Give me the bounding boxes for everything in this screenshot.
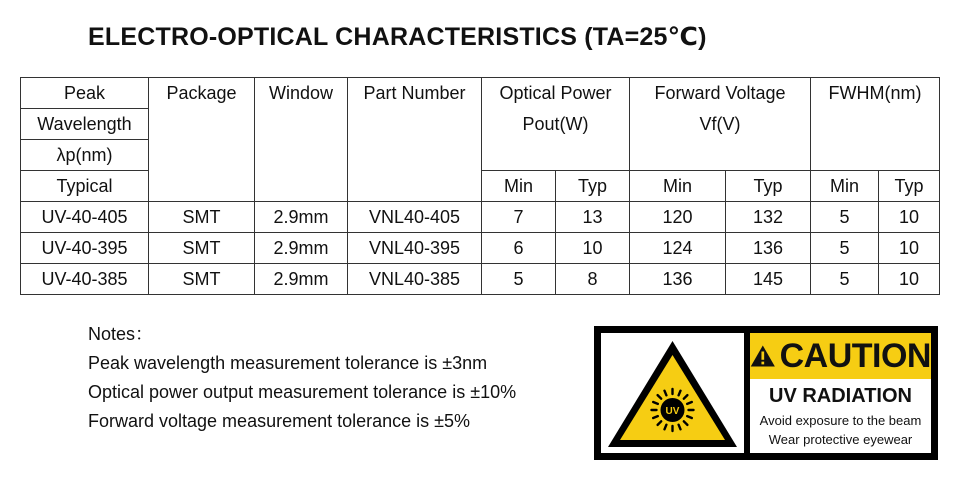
cell-optical-typ: 13 <box>556 202 630 233</box>
cell-package: SMT <box>149 264 255 295</box>
cell-package: SMT <box>149 233 255 264</box>
cell-forward-typ: 136 <box>726 233 811 264</box>
cell-fwhm-typ: 10 <box>879 202 940 233</box>
cell-optical-min: 6 <box>482 233 556 264</box>
header-row-1 <box>21 78 940 109</box>
cell-fwhm-min: 5 <box>811 233 879 264</box>
note-item: Optical power output measurement tolerance is ±10% <box>88 382 517 402</box>
header-optical-line2: Pout(W) <box>482 109 630 140</box>
cell-peak: UV-40-385 <box>21 264 149 295</box>
note-item: Peak wavelength measurement tolerance is ±3nm <box>88 353 488 373</box>
header-forward-blank <box>630 140 811 171</box>
header-forward-line1: Forward Voltage <box>630 78 811 109</box>
cell-window: 2.9mm <box>255 202 348 233</box>
header-forward-typ: Typ <box>726 171 811 202</box>
header-part-number: Part Number <box>348 78 482 202</box>
table-row <box>21 233 940 264</box>
uv-radiation-label: UV RADIATION <box>769 385 912 407</box>
header-fwhm: FWHM(nm) <box>811 78 940 171</box>
cell-window: 2.9mm <box>255 264 348 295</box>
avoid-exposure-text: Avoid exposure to the beam <box>759 413 922 428</box>
header-optical-min: Min <box>482 171 556 202</box>
cell-part-number: VNL40-405 <box>348 202 482 233</box>
header-optical-blank <box>482 140 630 171</box>
cell-optical-min: 5 <box>482 264 556 295</box>
cell-forward-min: 124 <box>630 233 726 264</box>
uv-hazard-panel <box>601 333 744 453</box>
cell-optical-min: 7 <box>482 202 556 233</box>
cell-optical-typ: 8 <box>556 264 630 295</box>
cell-part-number: VNL40-395 <box>348 233 482 264</box>
cell-fwhm-min: 5 <box>811 202 879 233</box>
caution-text-panel <box>750 333 931 453</box>
note-item: Forward voltage measurement tolerance is ±5% <box>88 411 471 431</box>
header-forward-min: Min <box>630 171 726 202</box>
notes-section <box>88 320 516 436</box>
cell-fwhm-typ: 10 <box>879 264 940 295</box>
cell-forward-typ: 132 <box>726 202 811 233</box>
page-title: ELECTRO-OPTICAL CHARACTERISTICS (TA=25℃) <box>88 23 707 51</box>
uv-hazard-icon <box>601 333 744 453</box>
cell-part-number: VNL40-385 <box>348 264 482 295</box>
cell-peak: UV-40-395 <box>21 233 149 264</box>
header-package: Package <box>149 78 255 202</box>
header-typical: Typical <box>21 171 149 202</box>
cell-peak: UV-40-405 <box>21 202 149 233</box>
caution-sign <box>594 326 938 460</box>
header-window: Window <box>255 78 348 202</box>
cell-fwhm-typ: 10 <box>879 233 940 264</box>
electro-optical-table <box>20 77 940 295</box>
header-forward-line2: Vf(V) <box>630 109 811 140</box>
wear-eyewear-text: Wear protective eyewear <box>768 432 913 447</box>
cell-forward-min: 136 <box>630 264 726 295</box>
table-row <box>21 264 940 295</box>
caution-header <box>750 333 931 379</box>
cell-forward-typ: 145 <box>726 264 811 295</box>
header-optical-line1: Optical Power <box>482 78 630 109</box>
header-fwhm-typ: Typ <box>879 171 940 202</box>
uv-symbol-text: UV <box>665 406 680 417</box>
warning-triangle-icon <box>750 341 776 371</box>
notes-heading: Notes： <box>88 324 154 344</box>
header-fwhm-min: Min <box>811 171 879 202</box>
cell-package: SMT <box>149 202 255 233</box>
header-optical-typ: Typ <box>556 171 630 202</box>
header-peak-line2: Wavelength <box>21 109 149 140</box>
cell-fwhm-min: 5 <box>811 264 879 295</box>
cell-window: 2.9mm <box>255 233 348 264</box>
caution-sign-inner <box>601 333 931 453</box>
header-peak-line3: λp(nm) <box>21 140 149 171</box>
cell-forward-min: 120 <box>630 202 726 233</box>
table-row <box>21 202 940 233</box>
header-peak-line1: Peak <box>21 78 149 109</box>
cell-optical-typ: 10 <box>556 233 630 264</box>
caution-word: CAUTION <box>779 336 931 375</box>
